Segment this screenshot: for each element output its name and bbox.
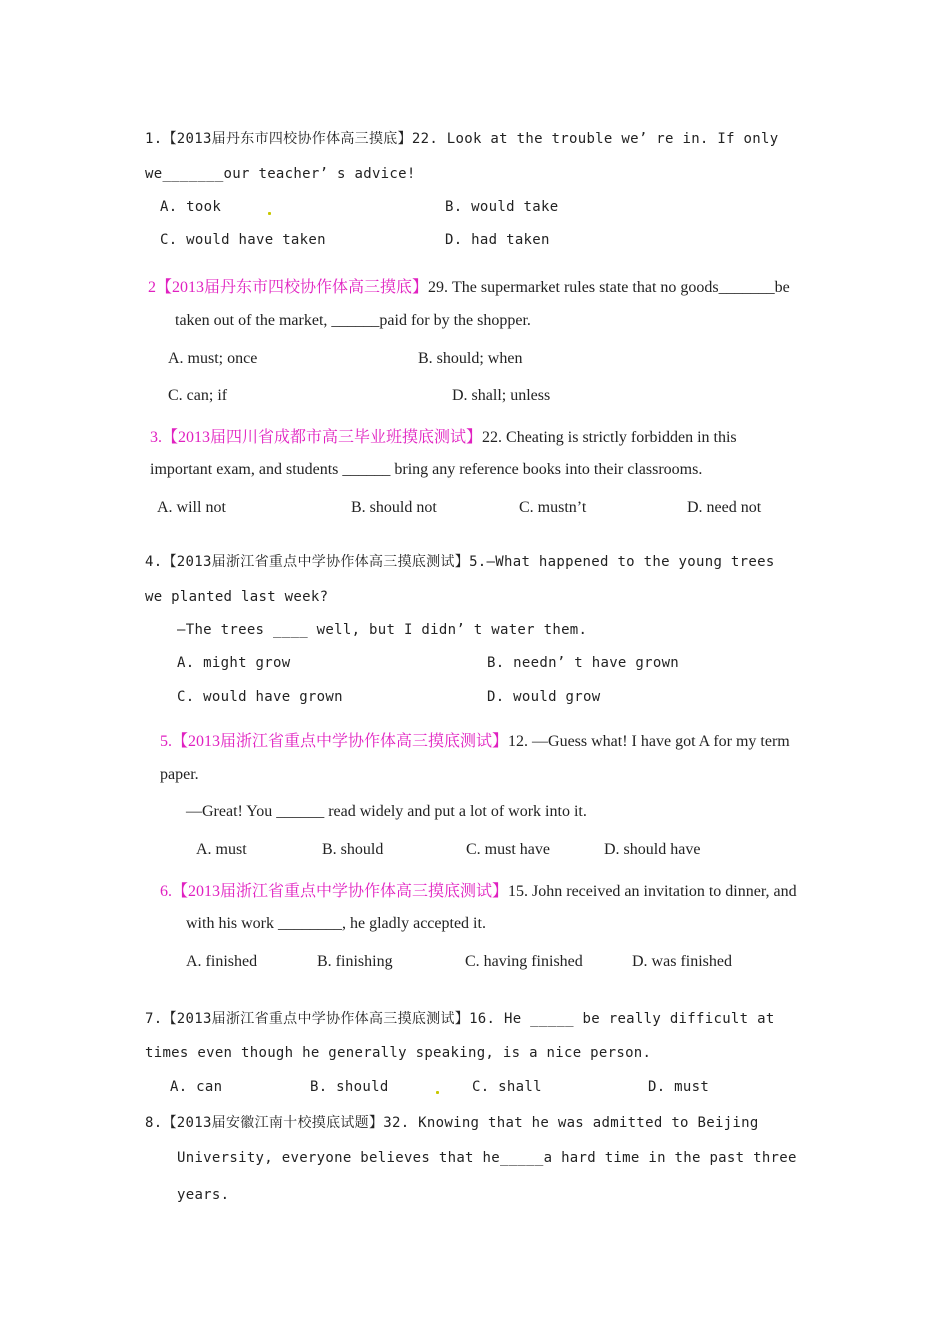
- q4-option-c: C. would have grown: [177, 689, 343, 705]
- q5-option-c: C. must have: [466, 841, 550, 858]
- q3-source-tag: 3.【2013届四川省成都市高三毕业班摸底测试】: [150, 429, 483, 446]
- marker-dot: [436, 1091, 439, 1094]
- q2-source-tag: 【2013届丹东市四校协作体高三摸底】: [156, 279, 429, 296]
- q2-option-c: C. can; if: [168, 387, 228, 404]
- q3-option-c: C. mustn’t: [519, 499, 587, 516]
- q7-option-b: B. should: [310, 1079, 389, 1095]
- q6-source-tag: 6.【2013届浙江省重点中学协作体高三摸底测试】: [160, 883, 509, 900]
- q8-stem-line1: 8.【2013届安徽江南十校摸底试题】32. Knowing that he was admitted to Beijing: [145, 1115, 759, 1131]
- q2-stem-line1: [148, 274, 790, 297]
- q6-option-b: B. finishing: [317, 953, 393, 970]
- q5-stem-line1: [160, 728, 790, 751]
- q5-option-a: A. must: [196, 841, 247, 858]
- q1-option-c: C. would have taken: [160, 232, 326, 248]
- q8-stem-line2: University, everyone believes that he_____a hard time in the past three: [177, 1150, 797, 1166]
- q6-option-d: D. was finished: [632, 953, 732, 970]
- q5-option-b: B. should: [322, 841, 384, 858]
- q7-stem-line2: times even though he generally speaking, is a nice person.: [145, 1045, 652, 1061]
- q5-stem-text: 12. —Guess what! I have got A for my term: [508, 733, 790, 750]
- q7-option-d: D. must: [648, 1079, 710, 1095]
- watermark: [760, 311, 839, 368]
- q3-option-d: D. need not: [687, 499, 762, 516]
- q7-option-a: A. can: [170, 1079, 223, 1095]
- q3-option-a: A. will not: [157, 499, 226, 516]
- q4-stem-line3: —The trees ____ well, but I didn’ t water them.: [177, 622, 588, 638]
- q7-option-c: C. shall: [472, 1079, 542, 1095]
- q1-stem-line1: 1.【2013届丹东市四校协作体高三摸底】22. Look at the trouble we’ re in. If only: [145, 131, 779, 147]
- q4-stem-line2: we planted last week?: [145, 589, 329, 605]
- q5-option-d: D. should have: [604, 841, 701, 858]
- q7-stem-line1: 7.【2013届浙江省重点中学协作体高三摸底测试】16. He _____ be really difficult at: [145, 1011, 775, 1027]
- q2-stem-line2: taken out of the market, ______paid for by the shopper.: [175, 312, 531, 329]
- q6-option-a: A. finished: [186, 953, 258, 970]
- q6-stem-line2: with his work ________, he gladly accepted it.: [186, 915, 486, 932]
- q4-option-d: D. would grow: [487, 689, 601, 705]
- q2-option-b: B. should; when: [418, 350, 523, 367]
- q2-option-a: A. must; once: [168, 350, 258, 367]
- q4-option-a: A. might grow: [177, 655, 291, 671]
- q1-option-b: B. would take: [445, 199, 559, 215]
- q2-number: 2: [148, 279, 156, 296]
- q4-option-b: B. needn’ t have grown: [487, 655, 680, 671]
- q6-stem-line1: [160, 878, 797, 901]
- q5-source-tag: 5.【2013届浙江省重点中学协作体高三摸底测试】: [160, 733, 509, 750]
- q8-stem-line3: years.: [177, 1187, 230, 1203]
- q3-stem-line1: [150, 424, 737, 447]
- q3-option-b: B. should not: [351, 499, 437, 516]
- q2-option-d: D. shall; unless: [452, 387, 551, 404]
- marker-dot: [268, 212, 271, 215]
- q1-option-a: A. took: [160, 199, 222, 215]
- q5-stem-line2: paper.: [160, 766, 199, 783]
- q5-stem-line3: —Great! You ______ read widely and put a lot of work into it.: [186, 803, 587, 820]
- q2-stem-text: 29. The supermarket rules state that no goods_______be: [428, 279, 790, 296]
- q1-stem-line2: we_______our teacher’ s advice!: [145, 166, 416, 182]
- q4-stem-line1: 4.【2013届浙江省重点中学协作体高三摸底测试】5.—What happened to the young trees: [145, 554, 775, 570]
- q1-option-d: D. had taken: [445, 232, 550, 248]
- q6-option-c: C. having finished: [465, 953, 583, 970]
- q3-stem-text: 22. Cheating is strictly forbidden in this: [482, 429, 737, 446]
- q3-stem-line2: important exam, and students ______ bring any reference books into their classrooms.: [150, 461, 703, 478]
- q6-stem-text: 15. John received an invitation to dinner, and: [508, 883, 797, 900]
